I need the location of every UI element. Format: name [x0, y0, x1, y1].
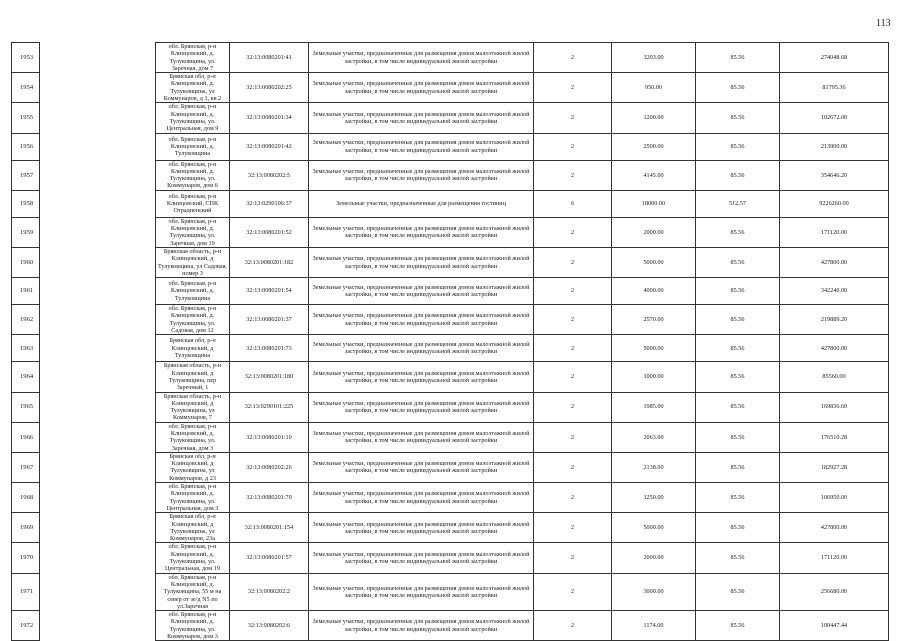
row-number: 1955 — [12, 103, 40, 133]
group-cell: 2 — [534, 278, 612, 305]
cadastral-value-cell: 106950.00 — [780, 483, 889, 513]
spacer-cell — [40, 543, 156, 573]
area-cell: 1200.00 — [612, 103, 696, 133]
rate-cell: 85.56 — [696, 483, 780, 513]
area-cell: 1985.00 — [612, 392, 696, 422]
address-cell: Брянская область, р-н Клинцовский, д Тулуковщина, пер Заречный, 1 — [156, 362, 230, 392]
area-cell: 2570.00 — [612, 305, 696, 335]
land-use-cell: Земельные участки, предназначенные для размещения домов малоэтажной жилой застройки, в том числе индивидуальной жилой застройки — [309, 335, 534, 362]
cadastral-number-cell: 32:13:0080201:34 — [230, 103, 309, 133]
group-cell: 2 — [534, 392, 612, 422]
group-cell: 2 — [534, 452, 612, 482]
area-cell: 2000.00 — [612, 217, 696, 247]
group-cell: 2 — [534, 217, 612, 247]
group-cell: 2 — [534, 133, 612, 160]
rate-cell: 85.56 — [696, 305, 780, 335]
rate-cell: 85.56 — [696, 247, 780, 277]
rate-cell: 512.57 — [696, 190, 780, 217]
cadastral-value-cell: 102672.00 — [780, 103, 889, 133]
land-use-cell: Земельные участки, предназначенные для размещения домов малоэтажной жилой застройки, в том числе индивидуальной жилой застройки — [309, 133, 534, 160]
cadastral-value-cell: 171120.00 — [780, 543, 889, 573]
address-cell: Брянская область, р-н Клинцовский, д Тулуковщина, ул Садовая, номер 3 — [156, 247, 230, 277]
address-cell: обл. Брянская, р-н Клинцовский, д. Тулуковщина, 55 м на север от зе/д N5 по ул.Заречная — [156, 573, 230, 610]
rate-cell: 85.56 — [696, 160, 780, 190]
cadastral-value-cell: 219889.20 — [780, 305, 889, 335]
row-number: 1965 — [12, 392, 40, 422]
row-number: 1959 — [12, 217, 40, 247]
cadastral-value-cell: 81795.36 — [780, 73, 889, 103]
row-number: 1954 — [12, 73, 40, 103]
land-use-cell: Земельные участки, предназначенные для размещения домов малоэтажной жилой застройки, в том числе индивидуальной жилой застройки — [309, 422, 534, 452]
cadastral-number-cell: 32:13:0080201:41 — [230, 43, 309, 73]
spacer-cell — [40, 452, 156, 482]
area-cell: 3000.00 — [612, 573, 696, 610]
cadastral-value-cell: 85560.00 — [780, 362, 889, 392]
group-cell: 2 — [534, 103, 612, 133]
row-number: 1953 — [12, 43, 40, 73]
land-use-cell: Земельные участки, предназначенные для размещения домов малоэтажной жилой застройки, в том числе индивидуальной жилой застройки — [309, 73, 534, 103]
area-cell: 5000.00 — [612, 513, 696, 543]
address-cell: обл. Брянская, р-н Клинцовский, д. Тулуковщина, ул. Центральная, дом 19 — [156, 543, 230, 573]
land-use-cell: Земельные участки, предназначенные для размещения домов малоэтажной жилой застройки, в том числе индивидуальной жилой застройки — [309, 483, 534, 513]
land-use-cell: Земельные участки, предназначенные для размещения домов малоэтажной жилой застройки, в том числе индивидуальной жилой застройки — [309, 43, 534, 73]
row-number: 1972 — [12, 611, 40, 641]
cadastral-value-cell: 169836.60 — [780, 392, 889, 422]
land-use-cell: Земельные участки, предназначенные для размещения домов малоэтажной жилой застройки, в том числе индивидуальной жилой застройки — [309, 543, 534, 573]
spacer-cell — [40, 278, 156, 305]
row-number: 1968 — [12, 483, 40, 513]
cadastral-value-cell: 171120.00 — [780, 217, 889, 247]
row-number: 1966 — [12, 422, 40, 452]
group-cell: 2 — [534, 247, 612, 277]
table-row — [12, 247, 889, 277]
row-number: 1958 — [12, 190, 40, 217]
group-cell: 2 — [534, 160, 612, 190]
table-row — [12, 43, 889, 73]
row-number: 1970 — [12, 543, 40, 573]
table-row — [12, 335, 889, 362]
row-number: 1963 — [12, 335, 40, 362]
cadastral-number-cell: 32:13:0290101:225 — [230, 392, 309, 422]
cadastral-number-cell: 32:13:0080201:57 — [230, 543, 309, 573]
area-cell: 3203.00 — [612, 43, 696, 73]
address-cell: обл. Брянская, р-н Клинцовский, д. Тулуковщина, ул. Заречная, дом 19 — [156, 217, 230, 247]
rate-cell: 85.56 — [696, 422, 780, 452]
spacer-cell — [40, 483, 156, 513]
cadastral-value-cell: 9226260.00 — [780, 190, 889, 217]
spacer-cell — [40, 362, 156, 392]
address-cell: обл. Брянская, р-н Клинцовский, д. Тулуковщина, ул. Коммунаров, дом 6 — [156, 160, 230, 190]
cadastral-number-cell: 32:13:0080201:182 — [230, 247, 309, 277]
rate-cell: 85.56 — [696, 335, 780, 362]
cadastral-value-cell: 427800.00 — [780, 513, 889, 543]
address-cell: обл. Брянская, р-н Клинцовский, д. Тулуковщина, ул. Центральная, дом 9 — [156, 103, 230, 133]
cadastral-number-cell: 32:13:0290106:37 — [230, 190, 309, 217]
area-cell: 2500.00 — [612, 133, 696, 160]
cadastral-number-cell: 32:13:0080201:54 — [230, 278, 309, 305]
land-use-cell: Земельные участки, предназначенные для размещения домов малоэтажной жилой застройки, в том числе индивидуальной жилой застройки — [309, 103, 534, 133]
cadastral-number-cell: 32:13:0080202:5 — [230, 160, 309, 190]
land-use-cell: Земельные участки, предназначенные для размещения гостиниц — [309, 190, 534, 217]
group-cell: 2 — [534, 513, 612, 543]
rate-cell: 85.56 — [696, 573, 780, 610]
cadastral-value-cell: 176510.28 — [780, 422, 889, 452]
rate-cell: 85.56 — [696, 392, 780, 422]
group-cell: 2 — [534, 43, 612, 73]
group-cell: 2 — [534, 73, 612, 103]
cadastral-number-cell: 32:13:0080201:42 — [230, 133, 309, 160]
group-cell: 2 — [534, 483, 612, 513]
cadastral-number-cell: 32:13:0080202:6 — [230, 611, 309, 641]
spacer-cell — [40, 103, 156, 133]
row-number: 1961 — [12, 278, 40, 305]
spacer-cell — [40, 611, 156, 641]
group-cell: 2 — [534, 362, 612, 392]
group-cell: 2 — [534, 422, 612, 452]
cadastral-number-cell: 32:13:0080201:52 — [230, 217, 309, 247]
table-row — [12, 483, 889, 513]
table-row — [12, 217, 889, 247]
area-cell: 2000.00 — [612, 543, 696, 573]
area-cell: 2063.00 — [612, 422, 696, 452]
spacer-cell — [40, 305, 156, 335]
address-cell: обл. Брянская, р-н Клинцовский, д. Тулуковщина, ул. Коммунаров, дом 3 — [156, 611, 230, 641]
rate-cell: 85.56 — [696, 217, 780, 247]
address-cell: Брянская область, р-н Клинцовский, д Тулуковщина, ул Коммунаров, 7 — [156, 392, 230, 422]
group-cell: 2 — [534, 335, 612, 362]
rate-cell: 85.56 — [696, 278, 780, 305]
spacer-cell — [40, 190, 156, 217]
rate-cell: 85.56 — [696, 103, 780, 133]
table-row — [12, 160, 889, 190]
cadastral-value-cell: 427800.00 — [780, 335, 889, 362]
land-use-cell: Земельные участки, предназначенные для размещения домов малоэтажной жилой застройки, в том числе индивидуальной жилой застройки — [309, 217, 534, 247]
table-row — [12, 543, 889, 573]
cadastral-value-cell: 427800.00 — [780, 247, 889, 277]
group-cell: 6 — [534, 190, 612, 217]
cadastral-value-cell: 354646.20 — [780, 160, 889, 190]
rate-cell: 85.56 — [696, 611, 780, 641]
spacer-cell — [40, 392, 156, 422]
cadastral-number-cell: 32:13:0080201:154 — [230, 513, 309, 543]
rate-cell: 85.56 — [696, 73, 780, 103]
cadastral-number-cell: 32:13:0080201:73 — [230, 335, 309, 362]
rate-cell: 85.56 — [696, 513, 780, 543]
address-cell: обл. Брянская, р-н Клинцовский, д. Тулуковщина, ул. Центральная, дом 3 — [156, 483, 230, 513]
table-row — [12, 305, 889, 335]
table-row — [12, 611, 889, 641]
address-cell: обл. Брянская, р-н Клинцовский, д. Тулуковщина — [156, 278, 230, 305]
rate-cell: 85.56 — [696, 452, 780, 482]
spacer-cell — [40, 160, 156, 190]
address-cell: Брянская обл, р-н Клинцовский, д Тулуковщина — [156, 335, 230, 362]
address-cell: обл. Брянская, р-н Клинцовский, д. Тулуковщина, ул. Садовая, дом 12 — [156, 305, 230, 335]
table-row — [12, 362, 889, 392]
rate-cell: 85.56 — [696, 133, 780, 160]
land-use-cell: Земельные участки, предназначенные для размещения домов малоэтажной жилой застройки, в том числе индивидуальной жилой застройки — [309, 160, 534, 190]
group-cell: 2 — [534, 305, 612, 335]
area-cell: 2138.00 — [612, 452, 696, 482]
rate-cell: 85.56 — [696, 362, 780, 392]
table-row — [12, 73, 889, 103]
cadastral-number-cell: 32:13:0080201:180 — [230, 362, 309, 392]
address-cell: обл. Брянская, р-н Клинцовский, д. Тулуковщина — [156, 133, 230, 160]
cadastral-value-cell: 182927.28 — [780, 452, 889, 482]
land-use-cell: Земельные участки, предназначенные для размещения домов малоэтажной жилой застройки, в том числе индивидуальной жилой застройки — [309, 392, 534, 422]
area-cell: 4000.00 — [612, 278, 696, 305]
land-use-cell: Земельные участки, предназначенные для размещения домов малоэтажной жилой застройки, в том числе индивидуальной жилой застройки — [309, 362, 534, 392]
table-row — [12, 452, 889, 482]
land-use-cell: Земельные участки, предназначенные для размещения домов малоэтажной жилой застройки, в том числе индивидуальной жилой застройки — [309, 611, 534, 641]
cadastral-number-cell: 32:13:0080201:10 — [230, 422, 309, 452]
group-cell: 2 — [534, 573, 612, 610]
row-number: 1960 — [12, 247, 40, 277]
land-use-cell: Земельные участки, предназначенные для размещения домов малоэтажной жилой застройки, в том числе индивидуальной жилой застройки — [309, 305, 534, 335]
cadastral-value-cell: 342240.00 — [780, 278, 889, 305]
area-cell: 1174.00 — [612, 611, 696, 641]
page-number: 113 — [876, 18, 891, 29]
address-cell: Брянская обл, р-н Клинцовский, д. Тулуковщина, ул Коммунаров, д 1, кв 2 — [156, 73, 230, 103]
cadastral-number-cell: 32:13:0080201:37 — [230, 305, 309, 335]
spacer-cell — [40, 573, 156, 610]
spacer-cell — [40, 133, 156, 160]
address-cell: Брянская обл, р-н Клинцовский, д Тулуковщина, ул Коммунаров, 23а — [156, 513, 230, 543]
cadastral-number-cell: 32:13:0080201:70 — [230, 483, 309, 513]
address-cell: обл. Брянская, р-н Клинцовский, СПК Отрадненский — [156, 190, 230, 217]
row-number: 1964 — [12, 362, 40, 392]
cadastral-value-cell: 274048.68 — [780, 43, 889, 73]
area-cell: 1250.00 — [612, 483, 696, 513]
area-cell: 1000.00 — [612, 362, 696, 392]
group-cell: 2 — [534, 543, 612, 573]
spacer-cell — [40, 513, 156, 543]
row-number: 1969 — [12, 513, 40, 543]
address-cell: Брянская обл, р-н Клинцовский, д Тулуковщина, ул Коммунаров, д 23 — [156, 452, 230, 482]
land-use-cell: Земельные участки, предназначенные для размещения домов малоэтажной жилой застройки, в том числе индивидуальной жилой застройки — [309, 452, 534, 482]
row-number: 1962 — [12, 305, 40, 335]
area-cell: 5000.00 — [612, 247, 696, 277]
address-cell: обл. Брянская, р-н Клинцовский, д. Тулуковщина, ул. Заречная, дом 7 — [156, 43, 230, 73]
land-use-cell: Земельные участки, предназначенные для размещения домов малоэтажной жилой застройки, в том числе индивидуальной жилой застройки — [309, 573, 534, 610]
row-number: 1967 — [12, 452, 40, 482]
cadastral-value-cell: 213900.00 — [780, 133, 889, 160]
area-cell: 18000.00 — [612, 190, 696, 217]
spacer-cell — [40, 422, 156, 452]
land-use-cell: Земельные участки, предназначенные для размещения домов малоэтажной жилой застройки, в том числе индивидуальной жилой застройки — [309, 278, 534, 305]
row-number: 1957 — [12, 160, 40, 190]
table-row — [12, 422, 889, 452]
row-number: 1956 — [12, 133, 40, 160]
area-cell: 5000.00 — [612, 335, 696, 362]
spacer-cell — [40, 43, 156, 73]
table-row — [12, 190, 889, 217]
row-number: 1971 — [12, 573, 40, 610]
table-row — [12, 133, 889, 160]
land-use-cell: Земельные участки, предназначенные для размещения домов малоэтажной жилой застройки, в том числе индивидуальной жилой застройки — [309, 513, 534, 543]
spacer-cell — [40, 335, 156, 362]
area-cell: 956.00 — [612, 73, 696, 103]
cadastral-value-cell: 256680.00 — [780, 573, 889, 610]
rate-cell: 85.56 — [696, 543, 780, 573]
land-use-cell: Земельные участки, предназначенные для размещения домов малоэтажной жилой застройки, в том числе индивидуальной жилой застройки — [309, 247, 534, 277]
address-cell: обл. Брянская, р-н Клинцовский, д. Тулуковщина, ул. Заречная, дом 3 — [156, 422, 230, 452]
cadastral-number-cell: 32:13:0080202:2 — [230, 573, 309, 610]
group-cell: 2 — [534, 611, 612, 641]
land-registry-table — [11, 42, 889, 641]
table-row — [12, 392, 889, 422]
cadastral-number-cell: 32:13:0080202:25 — [230, 73, 309, 103]
table-row — [12, 278, 889, 305]
table-row — [12, 513, 889, 543]
spacer-cell — [40, 73, 156, 103]
cadastral-number-cell: 32:13:0080202:26 — [230, 452, 309, 482]
table-row — [12, 103, 889, 133]
table-row — [12, 573, 889, 610]
spacer-cell — [40, 217, 156, 247]
area-cell: 4145.00 — [612, 160, 696, 190]
rate-cell: 85.56 — [696, 43, 780, 73]
spacer-cell — [40, 247, 156, 277]
cadastral-value-cell: 100447.44 — [780, 611, 889, 641]
